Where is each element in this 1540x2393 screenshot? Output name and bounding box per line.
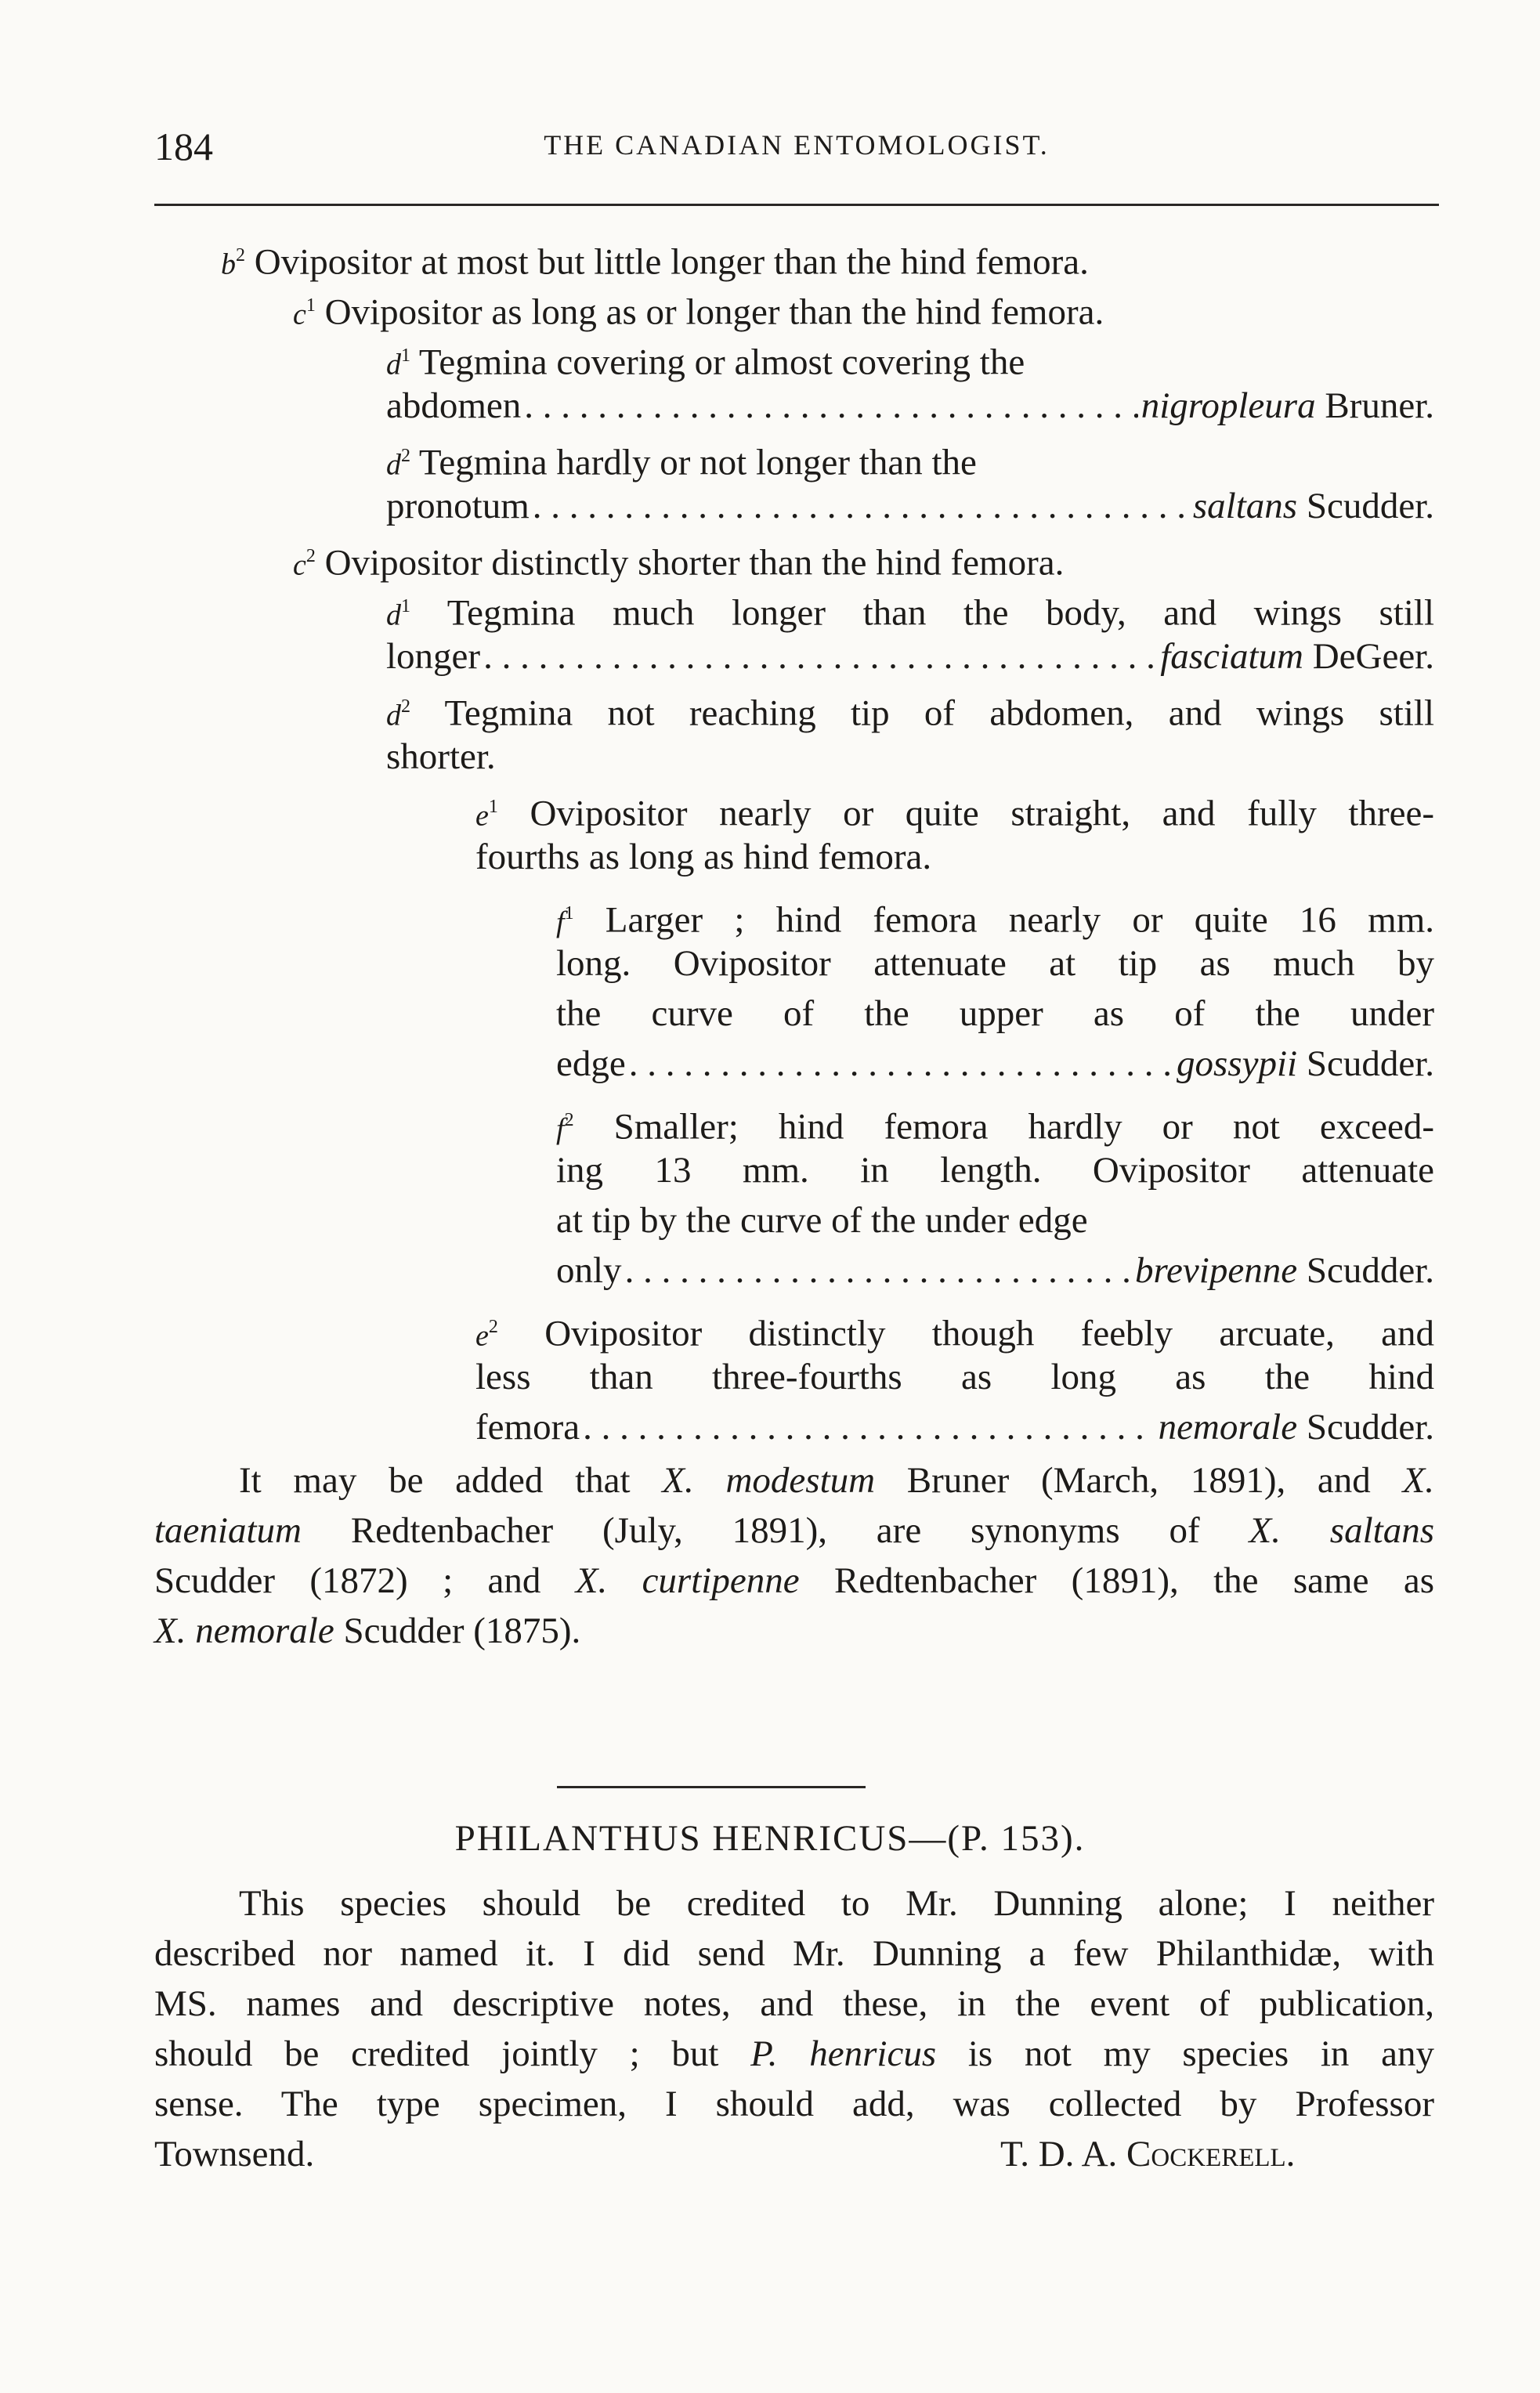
note-line: should be credited jointly ; but P. henricus is not my species in any: [154, 2033, 1434, 2074]
note-line: sense. The type specimen, I should add, was collected by Professor: [154, 2084, 1434, 2124]
header-rule: [154, 204, 1439, 206]
key-entry-c2: $c^2$ Ovipositor distinctly shorter than the hind femora.: [293, 542, 1065, 584]
page-header: [154, 117, 1439, 180]
key-entry-f2: $f^2$ Smaller; hind femora hardly or not exceed-: [556, 1106, 1435, 1148]
running-title: THE CANADIAN ENTOMOLOGIST.: [544, 129, 1050, 161]
synonymy-line: taeniatum Redtenbacher (July, 1891), are synonyms of X. saltans: [154, 1510, 1434, 1551]
key-entry-e2-line: less than three-fourths as long as the hind: [475, 1357, 1434, 1397]
section-title: PHILANTHUS HENRICUS—(P. 153).: [454, 1818, 1086, 1859]
key-entry-d2b-cont: shorter.: [386, 736, 496, 777]
key-entry-d1b: $d^1$ Tegmina much longer than the body, and wings still: [386, 592, 1435, 634]
note-line: MS. names and descriptive notes, and these, in the event of publication,: [154, 1983, 1434, 2024]
key-entry-e2-species: femora . . . nemorale Scudder.: [475, 1404, 1434, 1451]
key-entry-f1: $f^1$ Larger ; hind femora nearly or quite 16 mm.: [556, 899, 1434, 941]
signature: T. D. A. Cockerell.: [1000, 2134, 1296, 2174]
key-entry-e2: $e^2$ Ovipositor distinctly though feebly arcuate, and: [475, 1313, 1434, 1354]
key-entry-f2-species: only . . . brevipenne Scudder.: [556, 1247, 1434, 1294]
synonymy-line: Scudder (1872) ; and X. curtipenne Redtenbacher (1891), the same as: [154, 1560, 1434, 1601]
key-entry-d2b: $d^2$ Tegmina not reaching tip of abdomen, and wings still: [386, 692, 1435, 734]
note-line: This species should be credited to Mr. Dunning alone; I neither: [239, 1883, 1434, 1924]
key-entry-f1-line: the curve of the upper as of the under: [556, 993, 1434, 1034]
key-entry-d1a-species: abdomen . . . nigropleura Bruner.: [386, 382, 1434, 429]
key-entry-d1a: $d^1$ Tegmina covering or almost covering the: [386, 342, 1025, 383]
key-entry-f2-line: at tip by the curve of the under edge: [556, 1200, 1088, 1241]
key-entry-d1b-species: longer . . . fasciatum DeGeer.: [386, 633, 1434, 680]
key-entry-b2: $b^2$ Ovipositor at most but little longer than the hind femora.: [221, 241, 1089, 283]
key-entry-c1: $c^1$ Ovipositor as long as or longer than the hind femora.: [293, 291, 1104, 333]
key-entry-f2-line: ing 13 mm. in length. Ovipositor attenuate: [556, 1150, 1434, 1191]
section-divider: [557, 1786, 866, 1788]
key-entry-d2a-species: pronotum . . . saltans Scudder.: [386, 483, 1434, 530]
key-entry-d2a: $d^2$ Tegmina hardly or not longer than the: [386, 442, 977, 483]
key-entry-e1-cont: fourths as long as hind femora.: [475, 837, 932, 877]
key-entry-f1-line: long. Ovipositor attenuate at tip as much by: [556, 943, 1434, 984]
key-entry-e1: $e^1$ Ovipositor nearly or quite straight, and fully three-: [475, 793, 1435, 834]
note-line: described nor named it. I did send Mr. Dunning a few Philanthidæ, with: [154, 1933, 1434, 1974]
synonymy-line: X. nemorale Scudder (1875).: [154, 1610, 581, 1651]
synonymy-line: It may be added that X. modestum Bruner (March, 1891), and X.: [239, 1460, 1434, 1501]
note-line: Townsend.: [154, 2134, 315, 2174]
key-entry-f1-species: edge . . . gossypii Scudder.: [556, 1040, 1434, 1087]
page-number: 184: [154, 125, 213, 168]
